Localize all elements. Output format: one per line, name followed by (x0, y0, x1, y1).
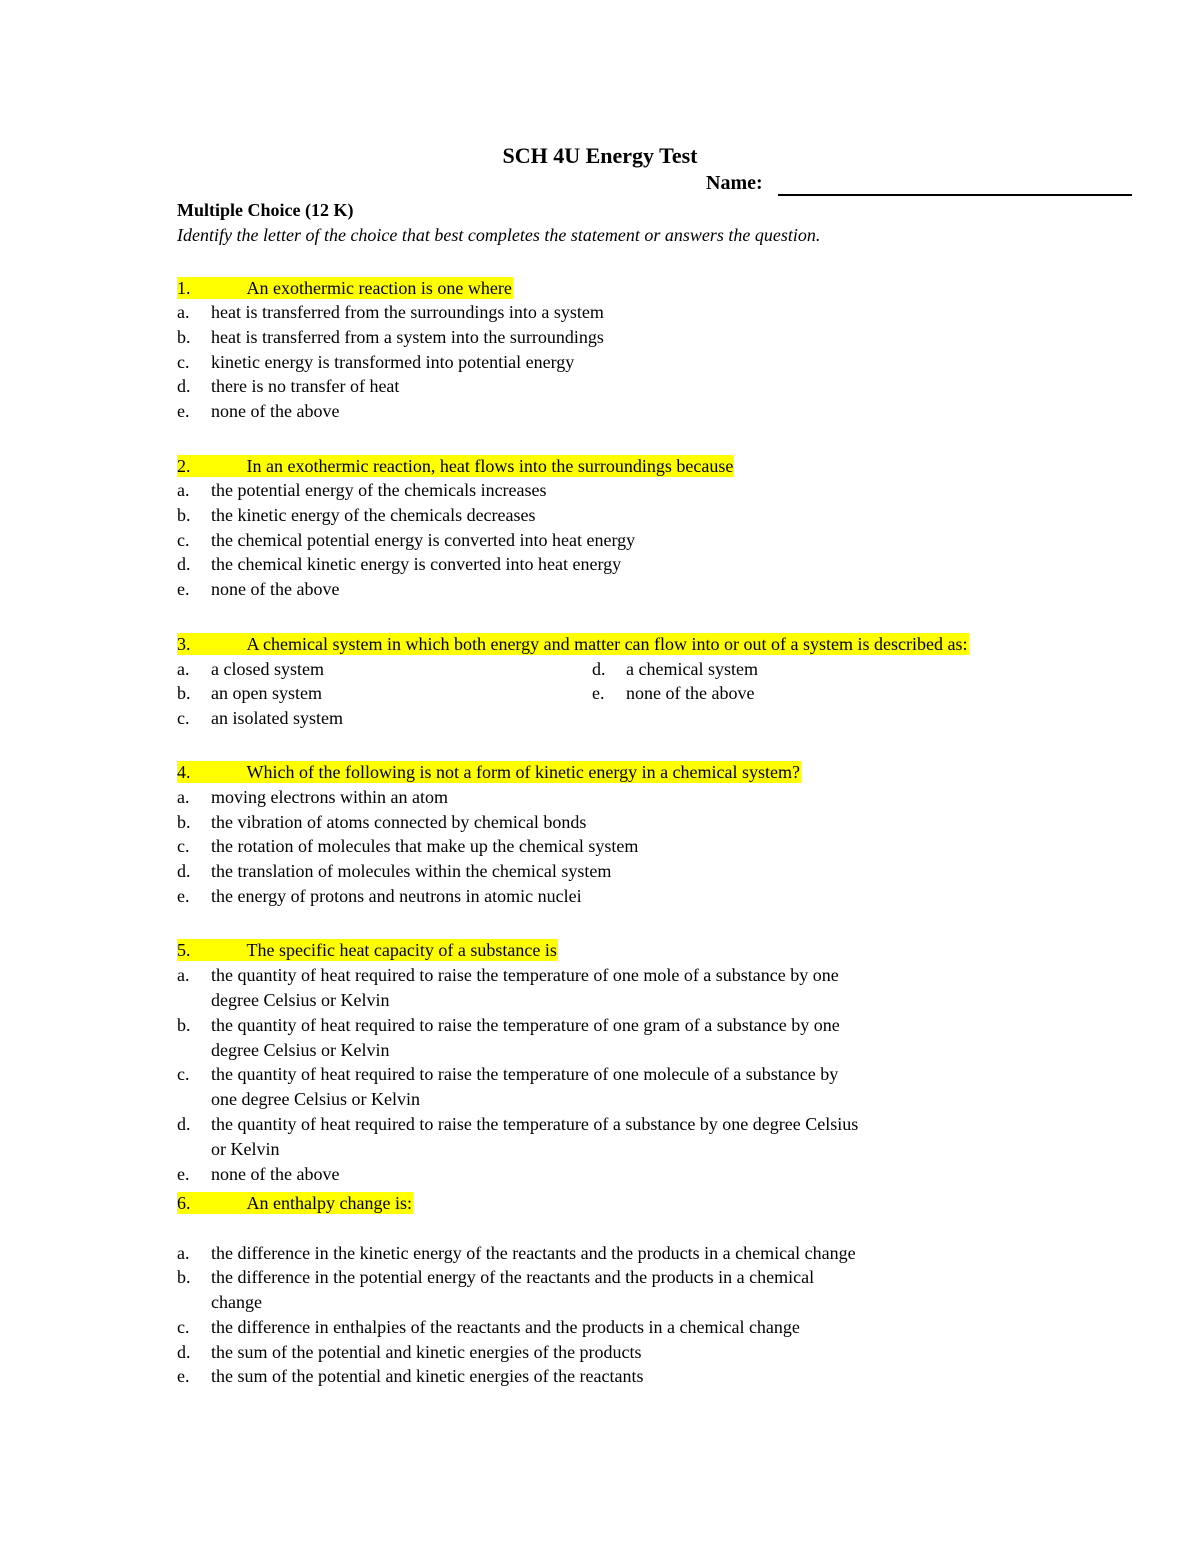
question-number: 2. (177, 456, 191, 476)
question-6-stem (177, 1192, 413, 1214)
option-letter: c. (177, 1317, 190, 1337)
question-6-option-b[interactable] (177, 1265, 997, 1315)
question-4-option-b[interactable] (177, 810, 997, 835)
question-1-option-e[interactable] (177, 399, 997, 424)
option-letter: d. (177, 554, 191, 574)
option-letter: c. (177, 708, 190, 728)
name-label: Name: (706, 172, 763, 194)
option-text: the quantity of heat required to raise the temperature of one molecule of a substance by (211, 1064, 839, 1084)
question-3-stem (177, 633, 969, 655)
question-number: 1. (177, 278, 191, 298)
question-5-stem (177, 939, 558, 961)
option-letter: c. (177, 1064, 190, 1084)
question-5-option-e[interactable] (177, 1162, 997, 1187)
option-text: kinetic energy is transformed into potential energy (211, 352, 575, 372)
question-2-option-d[interactable] (177, 552, 997, 577)
option-text: the energy of protons and neutrons in atomic nuclei (211, 886, 582, 906)
option-text: an open system (211, 683, 322, 703)
option-text-continued: degree Celsius or Kelvin (211, 1040, 390, 1060)
option-letter: b. (177, 683, 191, 703)
question-1-option-c[interactable] (177, 350, 997, 375)
option-letter: e. (592, 683, 605, 703)
option-text: the translation of molecules within the chemical system (211, 861, 612, 881)
option-text: the chemical potential energy is converted into heat energy (211, 530, 636, 550)
option-letter: a. (177, 787, 190, 807)
question-4-stem (177, 761, 801, 783)
option-letter: a. (177, 302, 190, 322)
option-letter: a. (177, 965, 190, 985)
question-6-option-e[interactable] (177, 1364, 997, 1389)
option-letter: b. (177, 505, 191, 525)
name-blank-line[interactable] (778, 194, 1132, 196)
option-text-continued: change (211, 1292, 262, 1312)
question-4-option-c[interactable] (177, 834, 997, 859)
question-text: In an exothermic reaction, heat flows into the surroundings because (246, 456, 734, 476)
option-text: the quantity of heat required to raise the temperature of one mole of a substance by one (211, 965, 839, 985)
question-3-option-e[interactable] (592, 681, 1200, 706)
option-text: heat is transferred from the surroundings into a system (211, 302, 604, 322)
option-text: moving electrons within an atom (211, 787, 448, 807)
option-text: none of the above (211, 401, 340, 421)
question-5-option-b[interactable] (177, 1013, 997, 1063)
option-text: the sum of the potential and kinetic energies of the products (211, 1342, 642, 1362)
question-text: A chemical system in which both energy and matter can flow into or out of a system is described as: (246, 634, 968, 654)
option-text: the vibration of atoms connected by chemical bonds (211, 812, 587, 832)
option-text-continued: degree Celsius or Kelvin (211, 990, 390, 1010)
question-2-option-e[interactable] (177, 577, 997, 602)
option-letter: e. (177, 1164, 190, 1184)
question-2-option-c[interactable] (177, 528, 997, 553)
question-1-stem (177, 277, 513, 299)
option-letter: d. (177, 376, 191, 396)
option-letter: b. (177, 327, 191, 347)
question-number: 5. (177, 940, 191, 960)
option-text: the difference in the kinetic energy of the reactants and the products in a chemical change (211, 1243, 856, 1263)
option-letter: d. (177, 861, 191, 881)
option-letter: c. (177, 530, 190, 550)
option-text: the sum of the potential and kinetic energies of the reactants (211, 1366, 644, 1386)
question-1-option-a[interactable] (177, 300, 997, 325)
question-text: Which of the following is not a form of kinetic energy in a chemical system? (246, 762, 801, 782)
option-text: the quantity of heat required to raise the temperature of one gram of a substance by one (211, 1015, 840, 1035)
option-text: a closed system (211, 659, 324, 679)
option-text: the difference in enthalpies of the reactants and the products in a chemical change (211, 1317, 800, 1337)
question-5-option-c[interactable] (177, 1062, 997, 1112)
option-text: heat is transferred from a system into the surroundings (211, 327, 604, 347)
question-4-option-e[interactable] (177, 884, 997, 909)
option-text: the kinetic energy of the chemicals decreases (211, 505, 536, 525)
option-letter: c. (177, 836, 190, 856)
option-letter: e. (177, 886, 190, 906)
question-5-option-a[interactable] (177, 963, 997, 1013)
option-letter: c. (177, 352, 190, 372)
option-text: a chemical system (626, 659, 758, 679)
option-text: the rotation of molecules that make up the chemical system (211, 836, 639, 856)
option-text: none of the above (626, 683, 755, 703)
option-text: none of the above (211, 579, 340, 599)
question-6-option-a[interactable] (177, 1241, 997, 1266)
option-text: the potential energy of the chemicals increases (211, 480, 547, 500)
option-letter: b. (177, 812, 191, 832)
option-text: the quantity of heat required to raise the temperature of a substance by one degree Celsius (211, 1114, 859, 1134)
question-number: 4. (177, 762, 191, 782)
question-number: 6. (177, 1193, 191, 1213)
option-text-continued: one degree Celsius or Kelvin (211, 1089, 420, 1109)
option-text: the chemical kinetic energy is converted into heat energy (211, 554, 622, 574)
option-text-continued: or Kelvin (211, 1139, 280, 1159)
section-instruction: Identify the letter of the choice that best completes the statement or answers the question. (177, 225, 821, 245)
option-letter: e. (177, 1366, 190, 1386)
question-1-option-d[interactable] (177, 374, 997, 399)
question-text: An exothermic reaction is one where (246, 278, 512, 298)
question-number: 3. (177, 634, 191, 654)
option-letter: d. (177, 1114, 191, 1134)
option-text: the difference in the potential energy of the reactants and the products in a chemical (211, 1267, 815, 1287)
option-letter: d. (592, 659, 606, 679)
question-2-option-b[interactable] (177, 503, 997, 528)
question-3-option-c[interactable] (177, 706, 997, 731)
question-4-option-a[interactable] (177, 785, 997, 810)
question-5-option-d[interactable] (177, 1112, 997, 1162)
question-3-option-d[interactable] (592, 657, 1200, 682)
question-2-option-a[interactable] (177, 478, 997, 503)
option-letter: e. (177, 579, 190, 599)
option-letter: a. (177, 1243, 190, 1263)
option-text: an isolated system (211, 708, 343, 728)
question-4-option-d[interactable] (177, 859, 997, 884)
question-2-stem (177, 455, 734, 477)
option-text: none of the above (211, 1164, 340, 1184)
option-letter: b. (177, 1267, 191, 1287)
option-letter: a. (177, 480, 190, 500)
question-text: An enthalpy change is: (246, 1193, 412, 1213)
option-letter: e. (177, 401, 190, 421)
option-letter: d. (177, 1342, 191, 1362)
option-letter: b. (177, 1015, 191, 1035)
option-text: there is no transfer of heat (211, 376, 400, 396)
page-title: SCH 4U Energy Test (502, 143, 698, 168)
question-6-option-d[interactable] (177, 1340, 997, 1365)
question-1-option-b[interactable] (177, 325, 997, 350)
question-text: The specific heat capacity of a substance is (246, 940, 557, 960)
section-title: Multiple Choice (12 K) (177, 200, 354, 220)
question-6-option-c[interactable] (177, 1315, 997, 1340)
option-letter: a. (177, 659, 190, 679)
